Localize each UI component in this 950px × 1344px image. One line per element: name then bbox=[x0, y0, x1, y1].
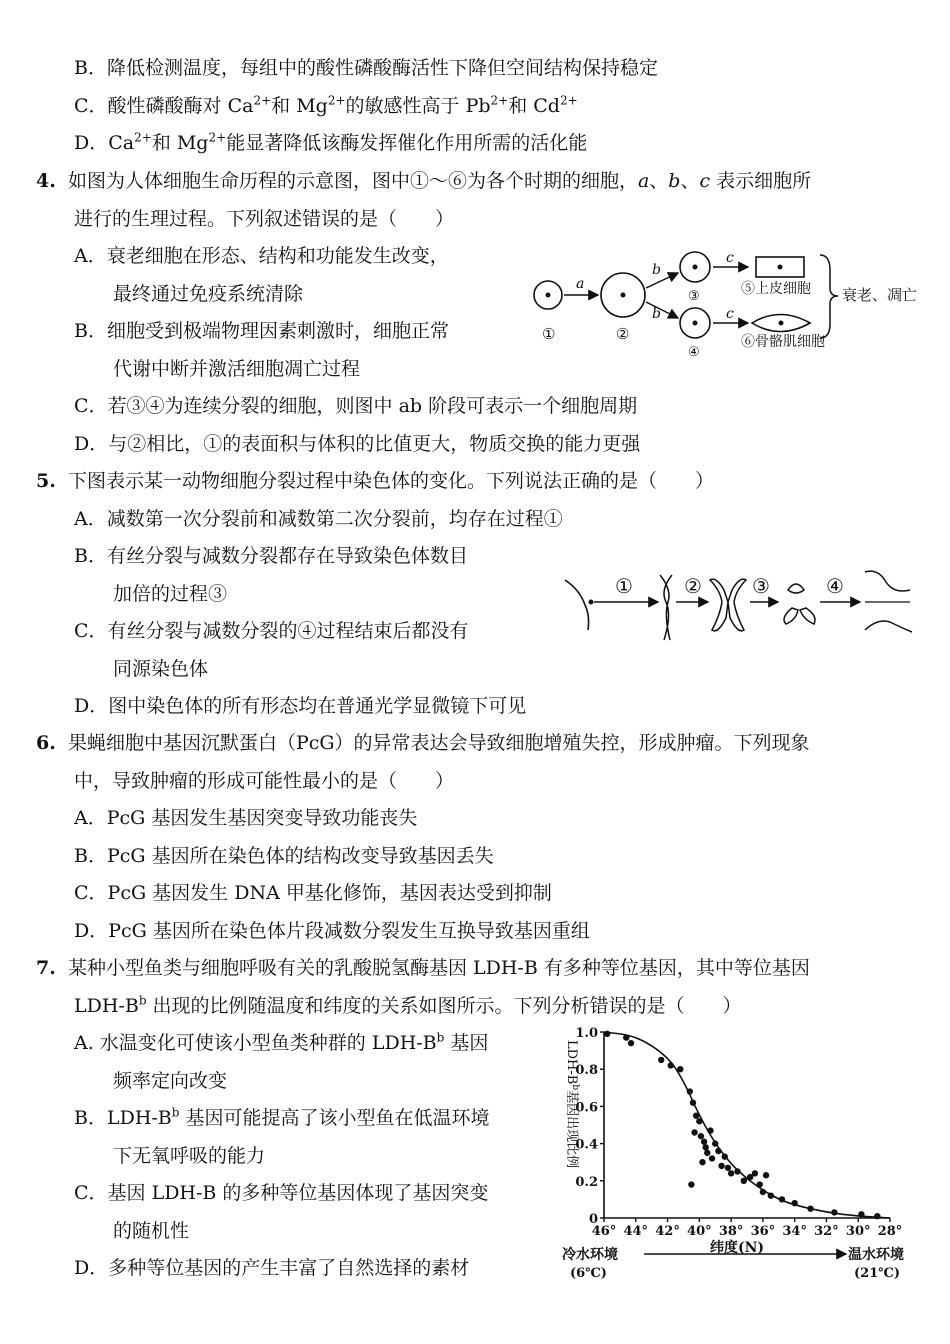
data-point bbox=[718, 1163, 724, 1169]
q4-option-a-2: 最终通过免疫系统清除 bbox=[113, 283, 304, 305]
q5-option-b-1: B．有丝分裂与减数分裂都存在导致染色体数目 bbox=[74, 545, 468, 567]
cell-5-label: ⑤上皮细胞 bbox=[741, 281, 811, 297]
condensed-chromosome bbox=[710, 579, 746, 631]
fit-curve bbox=[604, 1032, 890, 1218]
cell-life-cycle-diagram bbox=[520, 240, 940, 370]
q7-option-a-1: A. 水温变化可使该小型鱼类种群的 LDH-$B^b$ 基因 bbox=[74, 1030, 489, 1054]
q4-option-b-1: B．细胞受到极端物理因素刺激时，细胞正常 bbox=[74, 320, 449, 342]
data-point bbox=[628, 1040, 634, 1046]
q7-stem-line1: 7. 某种小型鱼类与细胞呼吸有关的乳酸脱氢酶基因 LDH-B 有多种等位基因，其中等位基因 bbox=[36, 957, 810, 979]
data-point bbox=[604, 1031, 610, 1037]
x-tick-label: 34° bbox=[782, 1224, 807, 1239]
q5-option-c-2: 同源染色体 bbox=[113, 658, 209, 680]
q6-option-c: C．PcG 基因发生 DNA 甲基化修饰，基因表达受到抑制 bbox=[74, 882, 552, 904]
y-tick-label: 0.8 bbox=[575, 1063, 598, 1079]
data-point bbox=[709, 1155, 715, 1161]
q7-option-c-1: C．基因 LDH-B 的多种等位基因体现了基因突变 bbox=[74, 1182, 489, 1204]
cold-water-temp: (6℃) bbox=[570, 1266, 607, 1281]
data-point bbox=[858, 1211, 864, 1217]
data-point bbox=[741, 1178, 747, 1184]
data-point bbox=[831, 1209, 837, 1215]
data-point bbox=[768, 1192, 774, 1198]
data-point bbox=[752, 1170, 758, 1176]
data-point bbox=[874, 1213, 880, 1219]
x-tick-label: 36° bbox=[750, 1224, 776, 1239]
data-point bbox=[701, 1139, 707, 1145]
arrow-c-label-up: c bbox=[726, 250, 734, 266]
q6-stem-line2: 中，导致肿瘤的形成可能性最小的是（ ） bbox=[74, 770, 455, 792]
q7-option-b-2: 下无氧呼吸的能力 bbox=[113, 1145, 266, 1167]
q7-stem-line2: LDH-$B^b$ 出现的比例随温度和纬度的关系如图所示。下列分析错误的是（ ） bbox=[74, 993, 742, 1017]
cell-3-label: ③ bbox=[688, 289, 700, 304]
data-point bbox=[763, 1172, 769, 1178]
data-point bbox=[623, 1034, 629, 1040]
cold-water-label: 冷水环境 bbox=[562, 1247, 618, 1263]
cell-1-label: ① bbox=[542, 325, 556, 343]
data-point bbox=[807, 1206, 813, 1212]
fate-label: 衰老、凋亡 bbox=[842, 286, 918, 304]
arrow-c-label-down: c bbox=[726, 306, 734, 322]
warm-water-label: 温水环境 bbox=[848, 1247, 904, 1263]
data-point bbox=[707, 1127, 713, 1133]
y-tick-label: 0 bbox=[588, 1212, 598, 1227]
data-point bbox=[715, 1148, 721, 1154]
data-point bbox=[696, 1118, 702, 1124]
data-point bbox=[757, 1181, 763, 1187]
q5-stem: 5. 下图表示某一动物细胞分裂过程中染色体的变化。下列说法正确的是（ ） bbox=[36, 470, 714, 492]
q7-option-b-1: B．LDH-$B^b$ 基因可能提高了该小型鱼在低温环境 bbox=[74, 1105, 490, 1129]
q6-option-d: D．PcG 基因所在染色体片段减数分裂发生互换导致基因重组 bbox=[74, 920, 590, 942]
x-tick-label: 28° bbox=[877, 1224, 903, 1239]
data-point bbox=[693, 1113, 699, 1119]
x-axis-label: 纬度(N) bbox=[710, 1240, 765, 1256]
data-point bbox=[779, 1196, 785, 1202]
step-1-label: ① bbox=[615, 574, 633, 598]
separating-chromatids bbox=[784, 584, 815, 624]
data-point bbox=[668, 1062, 674, 1068]
q4-option-d: D．与②相比，①的表面积与体积的比值更大，物质交换的能力更强 bbox=[74, 433, 641, 455]
data-point bbox=[791, 1200, 797, 1206]
data-point bbox=[698, 1133, 704, 1139]
data-point bbox=[760, 1189, 766, 1195]
q6-stem-line1: 6. 果蝇细胞中基因沉默蛋白（PcG）的异常表达会导致细胞增殖失控，形成肿瘤。下列现象 bbox=[36, 732, 810, 754]
cell-6-label: ⑥骨骼肌细胞 bbox=[741, 334, 825, 350]
q3-option-d: D．$Ca^{2+}$和 $Mg^{2+}$能显著降低该酶发挥催化作用所需的活化能 bbox=[74, 130, 588, 154]
cell-2-label: ② bbox=[616, 325, 630, 343]
arrow-b-label-down: b bbox=[652, 306, 661, 322]
data-point bbox=[722, 1153, 728, 1159]
data-point bbox=[702, 1144, 708, 1150]
q5-option-d: D．图中染色体的所有形态均在普通光学显微镜下可见 bbox=[74, 695, 527, 717]
q7-option-c-2: 的随机性 bbox=[113, 1220, 190, 1242]
y-tick-label: 0.4 bbox=[575, 1137, 598, 1153]
data-point bbox=[699, 1159, 705, 1165]
step-2-label: ② bbox=[684, 574, 702, 598]
data-point bbox=[687, 1088, 693, 1094]
x-tick-label: 32° bbox=[814, 1224, 839, 1239]
q4-option-b-2: 代谢中断并激活细胞凋亡过程 bbox=[113, 358, 361, 380]
q4-option-a-1: A．衰老细胞在形态、结构和功能发生改变， bbox=[74, 245, 449, 267]
cell-4-label: ④ bbox=[688, 345, 700, 360]
q4-stem-line2: 进行的生理过程。下列叙述错误的是（ ） bbox=[74, 208, 455, 230]
q3-option-c: C．酸性磷酸酶对 $Ca^{2+}$和 $Mg^{2+}$的敏感性高于 $Pb^{2+}$和 $Cd^{2+}$ bbox=[74, 93, 578, 117]
data-point bbox=[725, 1165, 731, 1171]
x-tick-label: 40° bbox=[687, 1224, 712, 1239]
data-point bbox=[688, 1181, 694, 1187]
data-point bbox=[691, 1129, 697, 1135]
data-point bbox=[658, 1057, 664, 1063]
x-tick-label: 38° bbox=[718, 1224, 744, 1239]
brace bbox=[820, 255, 838, 338]
q7-option-d: D．多种等位基因的产生丰富了自然选择的素材 bbox=[74, 1257, 470, 1279]
data-point bbox=[704, 1150, 710, 1156]
x-tick-label: 30° bbox=[845, 1224, 871, 1239]
q4-stem-line1: 4. 如图为人体细胞生命历程的示意图，图中①～⑥为各个时期的细胞，a、b、c 表示细胞所 bbox=[36, 170, 812, 192]
step-3-label: ③ bbox=[752, 574, 770, 598]
step-4-label: ④ bbox=[826, 574, 844, 598]
arrow-a-label: a bbox=[576, 276, 585, 292]
q6-option-a: A．PcG 基因发生基因突变导致功能丧失 bbox=[74, 807, 418, 829]
y-tick-label: 0.6 bbox=[575, 1100, 598, 1116]
x-tick-label: 46° bbox=[591, 1224, 617, 1239]
y-tick-label: 1.0 bbox=[575, 1026, 598, 1041]
chromosome-change-diagram bbox=[560, 560, 930, 650]
svg-text:LDH-Bb基因出现比例: LDH-$B^b$基因出现比例 bbox=[564, 1040, 580, 1169]
x-tick-label: 44° bbox=[623, 1224, 649, 1239]
y-tick-label: 0.2 bbox=[575, 1174, 598, 1190]
arrow-b-label-up: b bbox=[652, 262, 661, 278]
q5-option-c-1: C．有丝分裂与减数分裂的④过程结束后都没有 bbox=[74, 620, 469, 642]
q3-option-b: B．降低检测温度，每组中的酸性磷酸酶活性下降但空间结构保持稳定 bbox=[74, 57, 658, 79]
q4-option-c: C．若③④为连续分裂的细胞，则图中 ab 阶段可表示一个细胞周期 bbox=[74, 395, 638, 417]
chromatin bbox=[565, 580, 589, 630]
data-point bbox=[677, 1066, 683, 1072]
q6-option-b: B．PcG 基因所在染色体的结构改变导致基因丢失 bbox=[74, 845, 494, 867]
q5-option-a: A．减数第一次分裂前和减数第二次分裂前，均存在过程① bbox=[74, 508, 563, 530]
warm-water-temp: (21℃) bbox=[854, 1266, 900, 1281]
replicated-chromatin bbox=[660, 575, 672, 640]
q5-option-b-2: 加倍的过程③ bbox=[113, 583, 228, 605]
ldh-b-latitude-chart bbox=[548, 1022, 928, 1284]
data-point bbox=[712, 1140, 718, 1146]
x-tick-label: 42° bbox=[655, 1224, 680, 1239]
data-point bbox=[690, 1099, 696, 1105]
data-point bbox=[734, 1168, 740, 1174]
axes bbox=[604, 1032, 890, 1218]
q7-option-a-2: 频率定向改变 bbox=[113, 1070, 228, 1092]
data-point bbox=[728, 1170, 734, 1176]
